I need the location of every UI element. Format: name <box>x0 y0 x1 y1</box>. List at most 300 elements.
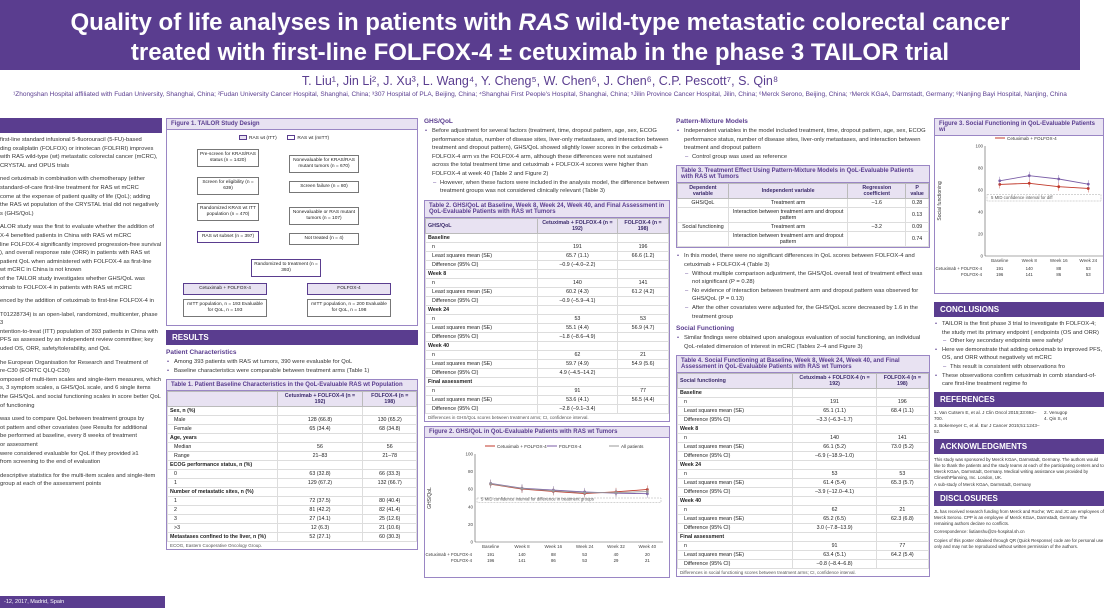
table-header: Cetuximab + FOLFOX-4 (n = 192) <box>277 392 363 407</box>
y-tick-label: 0 <box>470 539 473 545</box>
table-cell: 65.1 (1.1) <box>793 407 876 416</box>
column-1-line: was used to compare QoL between treatment groups by <box>0 416 145 423</box>
table-cell: Difference (95% CI) <box>678 452 793 461</box>
risk-row-label: Cetuximab + FOLFOX-4 <box>425 551 472 557</box>
table-2-grid <box>425 218 669 414</box>
y-tick-label: 20 <box>467 521 473 527</box>
table-cell: 191 <box>537 242 617 251</box>
table-row <box>678 407 929 416</box>
results-bullet: • Among 393 patients with RAS wt tumors, 390 were evaluable for QoL <box>166 358 418 367</box>
table-row <box>426 341 669 350</box>
table-row <box>168 533 417 542</box>
table-cell: 140 <box>793 434 876 443</box>
table-cell: 56.9 (4.7) <box>618 323 669 332</box>
table-header: P value <box>906 184 929 199</box>
table-row <box>168 434 417 443</box>
table-row <box>168 506 417 515</box>
table-1-body <box>168 407 417 542</box>
table-cell: 65.3 (5.7) <box>876 479 928 488</box>
table-cell: Least squares mean (SE) <box>678 407 793 416</box>
table-cell <box>793 461 876 470</box>
table-cell: n <box>678 506 793 515</box>
x-tick-label: Week 24 <box>1079 258 1098 263</box>
column-1-line: ALOR study was the first to evaluate whether the addition of <box>0 224 155 231</box>
table-cell: –6.9 (–18.9–1.0) <box>793 452 876 461</box>
table-cell: 82 (41.4) <box>363 506 417 515</box>
table-cell: >3 <box>168 524 278 533</box>
table-cell: Least squares mean (SE) <box>678 443 793 452</box>
mid-annotation: 5 MID confidence interval for difference in treatment groups <box>481 496 594 502</box>
table-cell: Difference (95% CI) <box>426 404 538 413</box>
table-cell <box>876 497 928 506</box>
table-cell: 68.4 (1.1) <box>876 407 928 416</box>
table-cell: n <box>426 278 538 287</box>
table-cell: –3.9 (–12.0–4.1) <box>793 488 876 497</box>
legend-label: Cetuximab + FOLFOX-4 <box>497 443 547 449</box>
risk-row-value: 53 <box>582 557 588 563</box>
x-tick-label: Week 8 <box>1021 258 1037 263</box>
table-cell: GHS/QoL <box>678 199 729 208</box>
column-1-line: ximab to FOLFOX-4 in patients with RAS wt mCRC <box>0 284 132 291</box>
ghs-heading: GHS/QoL <box>424 118 453 125</box>
table-1-title: Table 1. Patient Baseline Characteristics in the QoL-Evaluable RAS wt Population <box>167 380 417 391</box>
table-cell <box>678 232 729 247</box>
table-cell: 1 <box>168 497 278 506</box>
column-1-line: ned cetuximab in combination with chemotherapy (either <box>0 176 145 183</box>
table-cell <box>363 461 417 470</box>
table-row <box>168 488 417 497</box>
column-1-line: s (GHS/QoL) <box>0 210 34 217</box>
table-cell: Number of metastatic sites, n (%) <box>168 488 278 497</box>
pmm-sub-bullet: – Control group was used as reference <box>676 153 930 162</box>
table-cell <box>618 269 669 278</box>
table-cell: 77 <box>876 542 928 551</box>
table-header: Cetuximab + FOLFOX-4 (n = 192) <box>537 218 617 233</box>
table-row <box>168 524 417 533</box>
column-1-line: of functioning <box>0 402 35 409</box>
table-cell: 62 <box>793 506 876 515</box>
table-cell: 72 (37.5) <box>277 497 363 506</box>
table-row <box>426 386 669 395</box>
risk-row-label: FOLFOX-4 <box>960 272 982 277</box>
x-tick-label: Baseline <box>482 543 500 549</box>
table-cell <box>277 407 363 416</box>
table-cell: 0.09 <box>906 223 929 232</box>
table-cell: 66 (33.3) <box>363 470 417 479</box>
table-cell <box>678 208 729 223</box>
risk-row-label: Cetuximab + FOLFOX-4 <box>935 266 982 271</box>
table-row <box>168 443 417 452</box>
table-row <box>426 278 669 287</box>
table-cell: Difference (95% CI) <box>678 416 793 425</box>
column-1-line: X-4 benefited patients in China with RAS wt mCRC <box>0 232 132 239</box>
table-4-grid <box>677 373 929 569</box>
table-cell: 64.2 (5.4) <box>876 551 928 560</box>
table-cell: Treatment arm <box>728 223 848 232</box>
table-cell: 56 <box>363 443 417 452</box>
table-cell: 59.7 (4.9) <box>537 359 617 368</box>
table-cell: Least squares mean (SE) <box>426 395 538 404</box>
legend-swatch <box>287 135 295 140</box>
table-cell: n <box>678 434 793 443</box>
column-1-text <box>0 136 162 489</box>
table-cell: 68 (34.8) <box>363 425 417 434</box>
table-cell: 52 (27.1) <box>277 533 363 542</box>
table-row <box>426 350 669 359</box>
table-cell: 0.28 <box>906 199 929 208</box>
table-cell: 55.1 (4.4) <box>537 323 617 332</box>
figure-3-title: Figure 3. Social Functioning in QoL-Evaluable Patients wi <box>935 119 1103 136</box>
figure-2-chart <box>425 440 669 578</box>
table-1-note: ECOG, Eastern Cooperative Oncology Group. <box>170 543 263 549</box>
table-cell <box>876 389 928 398</box>
table-cell: Interaction between treatment arm and dropout pattern <box>728 208 848 223</box>
figure-3-chart <box>935 132 1103 294</box>
series-line <box>1000 176 1089 184</box>
table-cell: n <box>678 398 793 407</box>
table-cell: 60.2 (4.3) <box>537 287 617 296</box>
table-cell <box>277 434 363 443</box>
table-cell: Week 8 <box>678 425 793 434</box>
column-1-line: were considered evaluable for QoL if they provided ≥1 <box>0 450 139 457</box>
conclusion-bullet: • These observations confirm cetuximab in comb standard-of-care first-line treatment regime fo <box>934 372 1104 389</box>
risk-row-value: 191 <box>996 266 1004 271</box>
table-cell: 0 <box>168 470 278 479</box>
social-bullet: • Similar findings were obtained upon analogous evaluation of social functioning, an individual QoL-related dimension of interest in mCRC (Tables 2–4 and Figure 3) <box>676 334 930 351</box>
reference-item: 2. Venugop <box>1044 409 1068 415</box>
pmm-sub-bullet: – After the other covariates were adjusted for, the GHS/QoL score decreased by 1.6 in the treatment group <box>676 304 930 321</box>
table-cell: Week 8 <box>426 269 538 278</box>
table-row <box>426 314 669 323</box>
risk-row-value: 141 <box>1025 272 1033 277</box>
table-row <box>678 488 929 497</box>
table-cell: 196 <box>618 242 669 251</box>
table-cell: n <box>678 470 793 479</box>
table-cell: Difference (95% CI) <box>678 524 793 533</box>
column-3 <box>424 118 670 604</box>
table-row <box>678 542 929 551</box>
pmm-heading: Pattern-Mixture Models <box>676 118 748 125</box>
table-cell <box>277 488 363 497</box>
table-cell <box>363 407 417 416</box>
table-cell: 91 <box>537 386 617 395</box>
table-cell: Median <box>168 443 278 452</box>
table-cell: 65 (34.4) <box>277 425 363 434</box>
table-row <box>168 470 417 479</box>
table-4-note: Differences in social functioning scores between treatment arms; CI, confidence interval. <box>680 570 856 576</box>
acknowledgments-header: ACKNOWLEDGMENTS <box>934 439 1104 454</box>
table-cell: 63 (32.8) <box>277 470 363 479</box>
table-cell: 21–78 <box>363 452 417 461</box>
flow-prescreen: Pre-screen for KRAS/RAS status (n = 1420) <box>197 149 259 167</box>
table-cell <box>618 368 669 377</box>
table-cell: 4.9 (–4.5–14.2) <box>537 368 617 377</box>
mid-annotation: 5 MID confidence interval for diff <box>991 195 1053 200</box>
table-cell <box>618 377 669 386</box>
table-cell: 80 (40.4) <box>363 497 417 506</box>
table-cell: Metastases confined to the liver, n (%) <box>168 533 278 542</box>
table-row <box>678 425 929 434</box>
column-2 <box>166 118 418 604</box>
table-cell <box>618 233 669 242</box>
risk-row-value: 86 <box>550 557 556 563</box>
table-cell: Least squares mean (SE) <box>678 515 793 524</box>
table-cell: n <box>426 350 538 359</box>
table-cell: Week 40 <box>678 497 793 506</box>
column-1-line: T01228734) is an open-label, randomized, multicenter, phase 3 <box>0 311 158 327</box>
table-row <box>426 404 669 413</box>
table-row <box>426 305 669 314</box>
references-header: REFERENCES <box>934 392 1104 407</box>
table-cell: –3.2 <box>848 223 906 232</box>
copies-note: Copies of this poster obtained through QR (Quick Response) code are for personal use only and may not be reproduced without written permission of the authors. <box>934 537 1104 549</box>
legend-swatch <box>239 135 247 140</box>
table-cell: 25 (12.6) <box>363 515 417 524</box>
table-cell <box>537 377 617 386</box>
table-cell <box>537 233 617 242</box>
column-4 <box>676 118 930 604</box>
table-cell <box>793 533 876 542</box>
acknowledgments-sub: A sub-study of Merck KGaA, Darmstadt, Germany <box>934 481 1032 487</box>
table-cell: Age, years <box>168 434 278 443</box>
social-heading: Social Functioning <box>676 325 735 333</box>
table-cell: 21 (10.6) <box>363 524 417 533</box>
column-1-line: line FOLFOX-4 significantly improved progression-free survival <box>0 241 162 248</box>
correspondence: Correspondence: liutianshu@zs-hospital.sh.cn <box>934 529 1025 535</box>
table-row <box>678 389 929 398</box>
table-cell: Social functioning <box>678 223 729 232</box>
table-row <box>426 233 669 242</box>
table-cell <box>793 389 876 398</box>
table-header: Independent variable <box>728 184 848 199</box>
table-cell: 129 (67.2) <box>277 479 363 488</box>
flow-arm-cetuximab: Cetuximab + FOLFOX-4 <box>183 283 267 295</box>
table-cell: 63.4 (5.1) <box>793 551 876 560</box>
figure-3 <box>934 118 1104 294</box>
x-tick-label: Week 40 <box>638 543 657 549</box>
table-row <box>426 269 669 278</box>
flow-not-treated: Not treated (n = 4) <box>289 233 359 245</box>
risk-row-value: 196 <box>996 272 1004 277</box>
table-cell: 3 <box>168 515 278 524</box>
table-header: FOLFOX-4 (n = 198) <box>363 392 417 407</box>
table-cell: 65.7 (1.1) <box>537 251 617 260</box>
table-cell: 3.0 (–7.8–13.9) <box>793 524 876 533</box>
table-row <box>678 223 929 232</box>
risk-row-value: 140 <box>1025 266 1033 271</box>
table-cell: Sex, n (%) <box>168 407 278 416</box>
table-cell <box>876 416 928 425</box>
table-row <box>678 443 929 452</box>
table-row <box>426 395 669 404</box>
table-row <box>426 359 669 368</box>
table-cell: Range <box>168 452 278 461</box>
table-row <box>426 296 669 305</box>
table-cell: Difference (95% CI) <box>426 332 538 341</box>
x-tick-label: Week 16 <box>1049 258 1068 263</box>
table-cell: 61.4 (5.4) <box>793 479 876 488</box>
table-cell: 132 (66.7) <box>363 479 417 488</box>
flow-screen-failure: Screen failure (n = 80) <box>289 181 359 193</box>
poster-title: Quality of life analyses in patients with RAS wild-type metastatic colorectal cancer treated with first-line FOLFOX-4 ± cetuximab in the phase 3 TAILOR trial <box>70 9 1010 66</box>
risk-row-value: 53 <box>582 551 588 557</box>
table-row <box>678 506 929 515</box>
x-tick-label: Baseline <box>991 258 1009 263</box>
table-cell: n <box>426 242 538 251</box>
table-2-body <box>426 233 669 413</box>
table-row <box>678 470 929 479</box>
affiliations: ¹Zhongshan Hospital affiliated with Fudan University, Shanghai, China; ²Fudan University Cancer Hospital, Shanghai, China; ³307 Hospital of PLA, Beijing, China; ⁴Shanghai First People's Hospital, Shanghai, China; ⁵Jilin Province Cancer Hospital, Jilin, China; ⁶Merck Serono, Beijing, China; ⁷Merck KGaA, Darmstadt, Germany; ⁸Nanjing Bayi Hospital, Nanjing, China <box>13 91 1067 98</box>
table-cell <box>876 533 928 542</box>
table-row <box>678 551 929 560</box>
table-row <box>678 497 929 506</box>
table-row <box>426 260 669 269</box>
table-2-title: Table 2. GHS/QoL at Baseline, Week 8, Week 24, Week 40, and Final Assessment in QoL-Evaluable Patients with RAS wt Tumors <box>425 201 669 218</box>
table-cell <box>618 260 669 269</box>
table-3-body <box>678 199 929 247</box>
table-cell <box>618 305 669 314</box>
risk-row-value: 53 <box>1085 272 1091 277</box>
risk-row-value: 53 <box>1085 266 1091 271</box>
table-row <box>678 452 929 461</box>
table-cell: 66.6 (1.2) <box>618 251 669 260</box>
table-cell: 81 (42.2) <box>277 506 363 515</box>
table-cell: 21–83 <box>277 452 363 461</box>
risk-row-value: 40 <box>613 551 619 557</box>
y-axis-label: Social functioning <box>937 181 943 221</box>
table-cell: –3.3 (–6.3–1.7) <box>793 416 876 425</box>
table-row <box>426 251 669 260</box>
table-3-title: Table 3. Treatment Effect Using Pattern-Mixture Models in QoL-Evaluable Patients with RAS wt Tumors <box>677 166 929 183</box>
table-row <box>678 461 929 470</box>
table-cell: –2.8 (–9.1–3.4) <box>537 404 617 413</box>
column-1-line: patient QoL when administered with FOLFOX-4 as first-line <box>0 258 152 265</box>
flow-nonevaluable-ras: Nonevaluable or RAS mutant tumors (n = 107) <box>289 207 359 225</box>
table-cell: Final assessment <box>426 377 538 386</box>
table-cell: 27 (14.1) <box>277 515 363 524</box>
table-1-grid <box>167 391 417 542</box>
table-cell: n <box>426 386 538 395</box>
conclusion-sub-bullet: – This result is consistent with observations fro <box>934 363 1104 372</box>
column-1-line: from screening to the end of evaluation <box>0 459 101 466</box>
table-cell: Least squares mean (SE) <box>678 551 793 560</box>
column-1-line: come at the expense of patient quality of life (QoL); adding <box>0 193 151 200</box>
table-cell: Least squares mean (SE) <box>426 359 538 368</box>
results-subheading: Patient Characteristics <box>166 349 237 356</box>
column-1-line: group at each of the assessment points <box>0 481 102 488</box>
table-cell <box>848 232 906 247</box>
table-row <box>168 479 417 488</box>
table-cell <box>876 425 928 434</box>
table-cell: n <box>678 542 793 551</box>
table-cell: Final assessment <box>678 533 793 542</box>
table-cell <box>848 208 906 223</box>
reference-item: 1. Van Cutsem E, et al. J Clin Oncol 2015;33:692–700. <box>934 409 1037 422</box>
y-tick-label: 80 <box>977 165 983 171</box>
column-1-line: CRYSTAL and OPUS trials <box>0 162 70 169</box>
table-cell <box>876 560 928 569</box>
table-header <box>168 392 278 407</box>
table-row <box>426 377 669 386</box>
table-row <box>678 434 929 443</box>
table-cell: 62.3 (6.8) <box>876 515 928 524</box>
table-row <box>678 199 929 208</box>
table-cell <box>537 305 617 314</box>
risk-row-value: 86 <box>1056 272 1062 277</box>
legend-label: All patients <box>621 443 644 449</box>
acknowledgments-text: This study was sponsored by Merck KGaA, Darmstadt, Germany. The authors would like to thank the patients and the study teams at each of the participating centers and to Merck KGaA, Darmstadt, Germany. Medical writing assistance was provided by ClinesthPlanning, Inc. London, UK. <box>934 456 1104 481</box>
table-cell: 65.2 (6.5) <box>793 515 876 524</box>
table-cell: 140 <box>537 278 617 287</box>
y-tick-label: 0 <box>980 253 983 259</box>
flow-arm-folfox-pop: mITT population, n = 200 Evaluable for QoL, n = 198 <box>307 299 391 317</box>
flow-arm-cetuximab-pop: mITT population, n = 193 Evaluable for QoL, n = 193 <box>183 299 267 317</box>
table-cell <box>537 341 617 350</box>
table-cell <box>876 488 928 497</box>
table-cell: 56.5 (4.4) <box>618 395 669 404</box>
flow-randomized-itt: Randomized KRAS wt ITT population (n = 470) <box>197 203 259 221</box>
risk-row-value: 141 <box>518 557 526 563</box>
table-row <box>678 398 929 407</box>
table-cell: 0.74 <box>906 232 929 247</box>
table-cell: Treatment arm <box>728 199 848 208</box>
table-header: GHS/QoL <box>426 218 538 233</box>
reference-item: 3. Bokemeyer C, et al. Eur J Cancer 2015;51:1243–52. <box>934 422 1040 435</box>
table-3 <box>676 165 930 248</box>
table-cell <box>618 332 669 341</box>
table-cell: 0.13 <box>906 208 929 223</box>
figure-2-title: Figure 2. GHS/QoL in QoL-Evaluable Patients with RAS wt Tumors <box>425 427 669 438</box>
flow-randomized-treatment: Randomized to treatment (n = 393) <box>251 259 321 277</box>
table-row <box>678 524 929 533</box>
column-1-line: the RAS wt population of the CRYSTAL trial did not negatively <box>0 202 159 209</box>
table-cell: 130 (65.2) <box>363 416 417 425</box>
conclusion-sub-bullet: – Other key secondary endpoints were safety/ <box>934 337 1104 346</box>
table-cell: Male <box>168 416 278 425</box>
table-cell: Week 24 <box>678 461 793 470</box>
column-1-line: uded OS, ORR, safety/tolerability, and QoL <box>0 346 111 353</box>
flow-screen: Screen for eligibility (n = 639) <box>197 177 259 195</box>
table-cell: 196 <box>876 398 928 407</box>
flow-ras-wt: RAS wt subset (n = 397) <box>197 231 259 243</box>
table-row <box>426 368 669 377</box>
risk-row-value: 29 <box>613 557 619 563</box>
column-1 <box>0 118 162 604</box>
y-tick-label: 100 <box>465 451 473 457</box>
table-cell: 141 <box>618 278 669 287</box>
column-1-line: be performed at baseline, every 8 weeks of treatment <box>0 433 137 440</box>
results-bullet: • Baseline characteristics were comparable between treatment arms (Table 1) <box>166 367 418 376</box>
column-1-line: first-line standard infusional 5-fluorouracil (5-FU)-based <box>0 137 142 143</box>
x-tick-label: Week 8 <box>514 543 530 549</box>
table-header: FOLFOX-4 (n = 198) <box>876 374 928 389</box>
table-4-body <box>678 389 929 569</box>
table-cell <box>277 461 363 470</box>
risk-row-label: FOLFOX-4 <box>450 557 472 563</box>
table-row <box>168 407 417 416</box>
pmm-bullet: • In this model, there were no significant differences in QoL scores between FOLFOX-4 and cetuximab + FOLFOX-4 (Table 3) <box>676 252 930 269</box>
figure-1-title: Figure 1. TAILOR Study Design <box>167 119 417 130</box>
table-cell: 2 <box>168 506 278 515</box>
table-3-grid <box>677 183 929 247</box>
disclosures-header: DISCLOSURES <box>934 491 1104 506</box>
column-1-line: wt mCRC in China is not known <box>0 267 82 274</box>
risk-row-value: 20 <box>644 551 650 557</box>
references-list <box>934 410 1104 436</box>
pmm-sub-bullet: – Without multiple comparison adjustment, the GHS/QoL overall test of treatment effect was not significant (P = 0.28) <box>676 270 930 287</box>
column-1-line: or assessment <box>0 442 38 448</box>
y-tick-label: 40 <box>977 209 983 215</box>
